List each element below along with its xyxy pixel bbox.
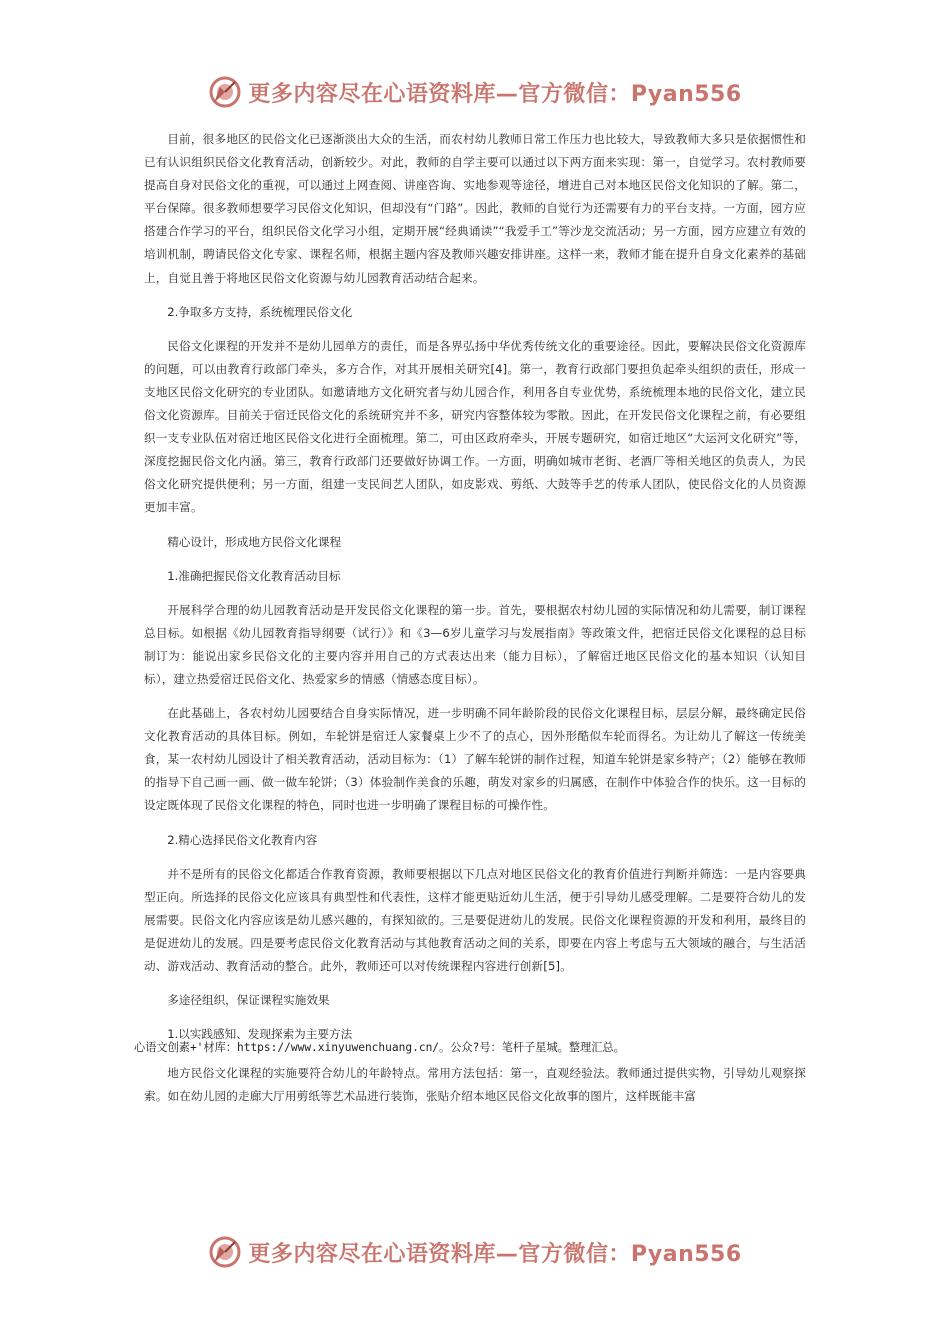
paragraph: 民俗文化课程的开发并不是幼儿园单方的责任，而是各界弘扬中华优秀传统文化的重要途径。因此，要解决民俗文化资源库的问题，可以由教育行政部门牵头，多方合作，对其开展相关研究[4]。第一，教育行政部门要担负起牵头组织的责任，形成一支地区民俗文化研究的专业团队。如邀请地方文化研究者与幼儿园合作，利用各自专业优势，系统梳理本地的民俗文化，建立民俗文化资源库。目前关于宿迁民俗文化的系统研究并不多，研究内容整体较为零散。因此，在开发民俗文化课程之前，有必要组织一支专业队伍对宿迁地区民俗文化进行全面梳理。第二，可由区政府牵头，开展专题研究，如宿迁地区“大运河文化研究”等，深度挖掘民俗文化内涵。第三，教育行政部门还要做好协调工作。一方面，明确如城市老街、老酒厂等相关地区的负责人，为民俗文化研究提供便利；另一方面，组建一支民间艺人团队，如皮影戏、剪纸、大鼓等手艺的传承人团队，使民俗文化的人员资源更加丰富。: [144, 338, 806, 515]
paragraph: 开展科学合理的幼儿园教育活动是开发民俗文化课程的第一步。首先，要根据农村幼儿园的实际情况和幼儿需要，制订课程总目标。如根据《幼儿园教育指导纲要（试行）》和《3—6岁儿童学习与发展指南》等政策文件，把宿迁民俗文化课程的总目标制订为：能说出家乡民俗文化的主要内容并用自己的方式表达出来（能力目标），了解宿迁地区民俗文化的基本知识（认知目标），建立热爱宿迁民俗文化、热爱家乡的情感（情感态度目标）。: [144, 602, 806, 686]
footer-banner: [0, 1232, 950, 1272]
paragraph: 在此基础上，各农村幼儿园要结合自身实际情况，进一步明确不同年龄阶段的民俗文化课程目标，层层分解，最终确定民俗文化教育活动的具体目标。例如，车轮饼是宿迁人家餐桌上少不了的点心，因外形酷似车轮而得名。为让幼儿了解这一传统美食，某一农村幼儿园设计了相关教育活动，活动目标为：（1）了解车轮饼的制作过程，知道车轮饼是家乡特产；（2）能够在教师的指导下自己画一画、做一做车轮饼；（3）体验制作美食的乐趣，萌发对家乡的归属感，在制作中体验合作的快乐。这一目标的设定既体现了民俗文化课程的特色，同时也进一步明确了课程目标的可操作性。: [144, 706, 806, 813]
paragraph: 地方民俗文化课程的实施要符合幼儿的年龄特点。常用方法包括：第一，直观经验法。教师通过提供实物，引导幼儿观察探索。如在幼儿园的走廊大厅用剪纸等艺术品进行装饰，张贴介绍本地区民俗文化故事的图片，这样既能丰富: [144, 1066, 806, 1104]
section-heading: 多途径组织，保证课程实施效果: [167, 993, 330, 1008]
logo-icon: [208, 75, 242, 109]
paragraph: 并不是所有的民俗文化都适合作教育资源，教师要根据以下几点对地区民俗文化的教育价值进行判断并筛选：一是内容要典型正向。所选择的民俗文化应该具有典型性和代表性，这样才能更贴近幼儿生活，便于引导幼儿感受理解。二是要符合幼儿的发展需要。民俗文化内容应该是幼儿感兴趣的，有探知欲的。三是要促进幼儿的发展。民俗文化课程资源的开发和利用，最终目的是促进幼儿的发展。四是要考虑民俗文化教育活动与其他教育活动之间的关系，即要在内容上考虑与五大领域的融合，与生活活动、游戏活动、教育活动的整合。此外，教师还可以对传统课程内容进行创新[5]。: [144, 866, 806, 973]
section-heading: 2.精心选择民俗文化教育内容: [167, 832, 318, 847]
section-heading: 精心设计，形成地方民俗文化课程: [167, 534, 342, 549]
section-heading: 1.准确把握民俗文化教育活动目标: [167, 568, 341, 583]
header-banner: [0, 72, 950, 112]
source-note: 心语文创素+'材库：https://www.xinyuwenchuang.cn/。公众?号：笔杆子星城。整理汇总。: [134, 1041, 625, 1055]
document-body: [134, 128, 806, 1119]
header-banner-text: 更多内容尽在心语资料库—官方微信：Pyan556: [248, 81, 742, 107]
logo-icon: [208, 1235, 242, 1269]
footer-banner-text: 更多内容尽在心语资料库—官方微信：Pyan556: [248, 1241, 742, 1267]
section-heading: 2.争取多方支持，系统梳理民俗文化: [167, 304, 353, 319]
paragraph: 目前，很多地区的民俗文化已逐渐淡出大众的生活，而农村幼儿教师日常工作压力也比较大，导致教师大多只是依据惯性和已有认识组织民俗文化教育活动，创新较少。对此，教师的自学主要可以通过以下两方面来实现：第一，自觉学习。农村教师要提高自身对民俗文化的重视，可以通过上网查阅、讲座咨询、实地参观等途径，增进自己对本地区民俗文化知识的了解。第二，平台保障。很多教师想要学习民俗文化知识，但却没有“门路”。因此，教师的自觉行为还需要有力的平台支持。一方面，园方应搭建合作学习的平台，组织民俗文化学习小组，定期开展“经典诵读”“我爱手工”等沙龙交流活动；另一方面，园方应建立有效的培训机制，聘请民俗文化专家、课程名师，根据主题内容及教师兴趣安排讲座。这样一来，教师才能在提升自身文化素养的基础上，自觉且善于将地区民俗文化资源与幼儿园教育活动结合起来。: [144, 132, 806, 285]
section-heading: 1.以实践感知、发现探索为主要方法: [167, 1027, 353, 1042]
